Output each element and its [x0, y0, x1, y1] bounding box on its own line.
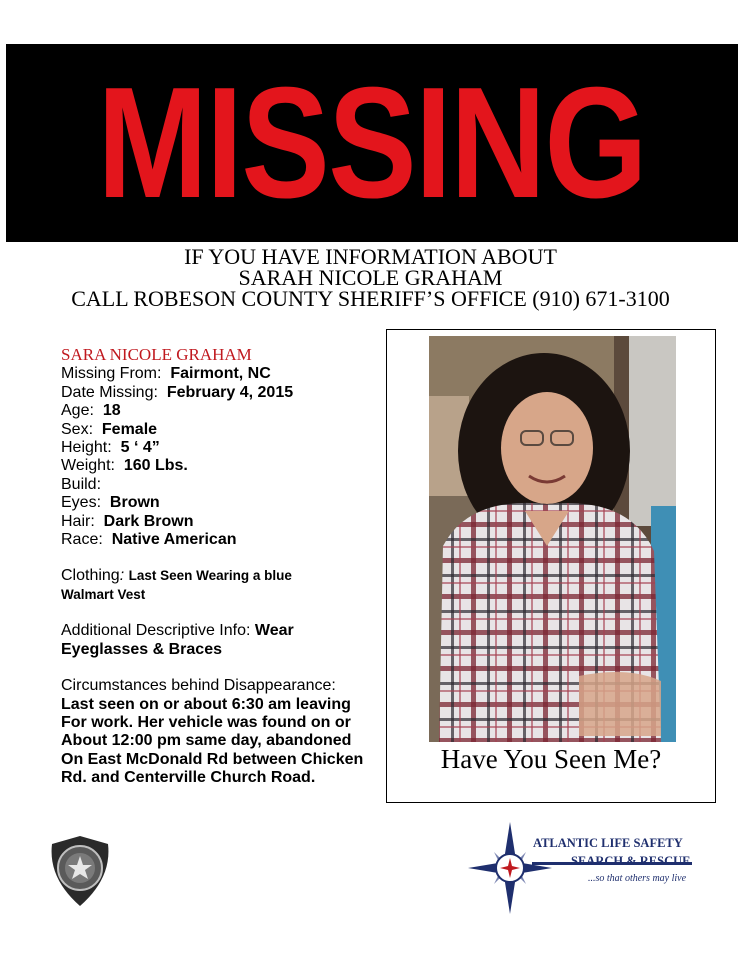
circumstances-line: About 12:00 pm same day, abandoned — [61, 732, 352, 750]
clothing-row-2: Walmart Vest — [61, 586, 146, 602]
person-photo — [429, 336, 676, 742]
sex-row: Sex: Female — [61, 420, 158, 438]
als-subtitle: SEARCH & RESCUE — [571, 854, 691, 868]
sheriff-badge-icon — [46, 834, 114, 908]
date-missing-row: Date Missing: February 4, 2015 — [61, 383, 294, 401]
person-name: SARA NICOLE GRAHAM — [61, 345, 252, 364]
additional-info-row: Additional Descriptive Info: Wear — [61, 622, 294, 640]
build-row: Build: — [61, 475, 102, 493]
height-row: Height: 5 ‘ 4” — [61, 439, 160, 457]
als-name: ATLANTIC LIFE SAFETY — [533, 836, 683, 850]
additional-info-row-2: Eyeglasses & Braces — [61, 640, 222, 658]
info-line-2: SARAH NICOLE GRAHAM — [238, 265, 503, 290]
photo-caption: Have You Seen Me? — [440, 744, 662, 774]
info-line-3: CALL ROBESON COUNTY SHERIFF’S OFFICE (910) 671-3100 — [71, 286, 670, 311]
circumstances-line: On East McDonald Rd between Chicken — [61, 750, 364, 768]
missing-title: MISSING — [97, 55, 647, 231]
clothing-row: Clothing: Last Seen Wearing a blue — [61, 567, 292, 585]
eyes-row: Eyes: Brown — [61, 494, 160, 512]
weight-row: Weight: 160 Lbs. — [61, 457, 188, 475]
contact-info — [0, 246, 741, 309]
info-line-1: IF YOU HAVE INFORMATION ABOUT — [184, 244, 557, 269]
hair-row: Hair: Dark Brown — [61, 512, 194, 530]
age-row: Age: 18 — [61, 402, 121, 420]
photo-frame — [386, 329, 716, 803]
race-row: Race: Native American — [61, 531, 237, 549]
circumstances-label: Circumstances behind Disappearance: — [61, 677, 336, 695]
person-details — [61, 346, 386, 788]
missing-banner — [6, 44, 738, 242]
circumstances-line: For work. Her vehicle was found on or — [61, 713, 351, 731]
als-tagline: ...so that others may live — [588, 873, 687, 884]
circumstances-line: Rd. and Centerville Church Road. — [61, 769, 316, 787]
circumstances-line: Last seen on or about 6:30 am leaving — [61, 695, 351, 713]
missing-from-row: Missing From: Fairmont, NC — [61, 365, 271, 383]
